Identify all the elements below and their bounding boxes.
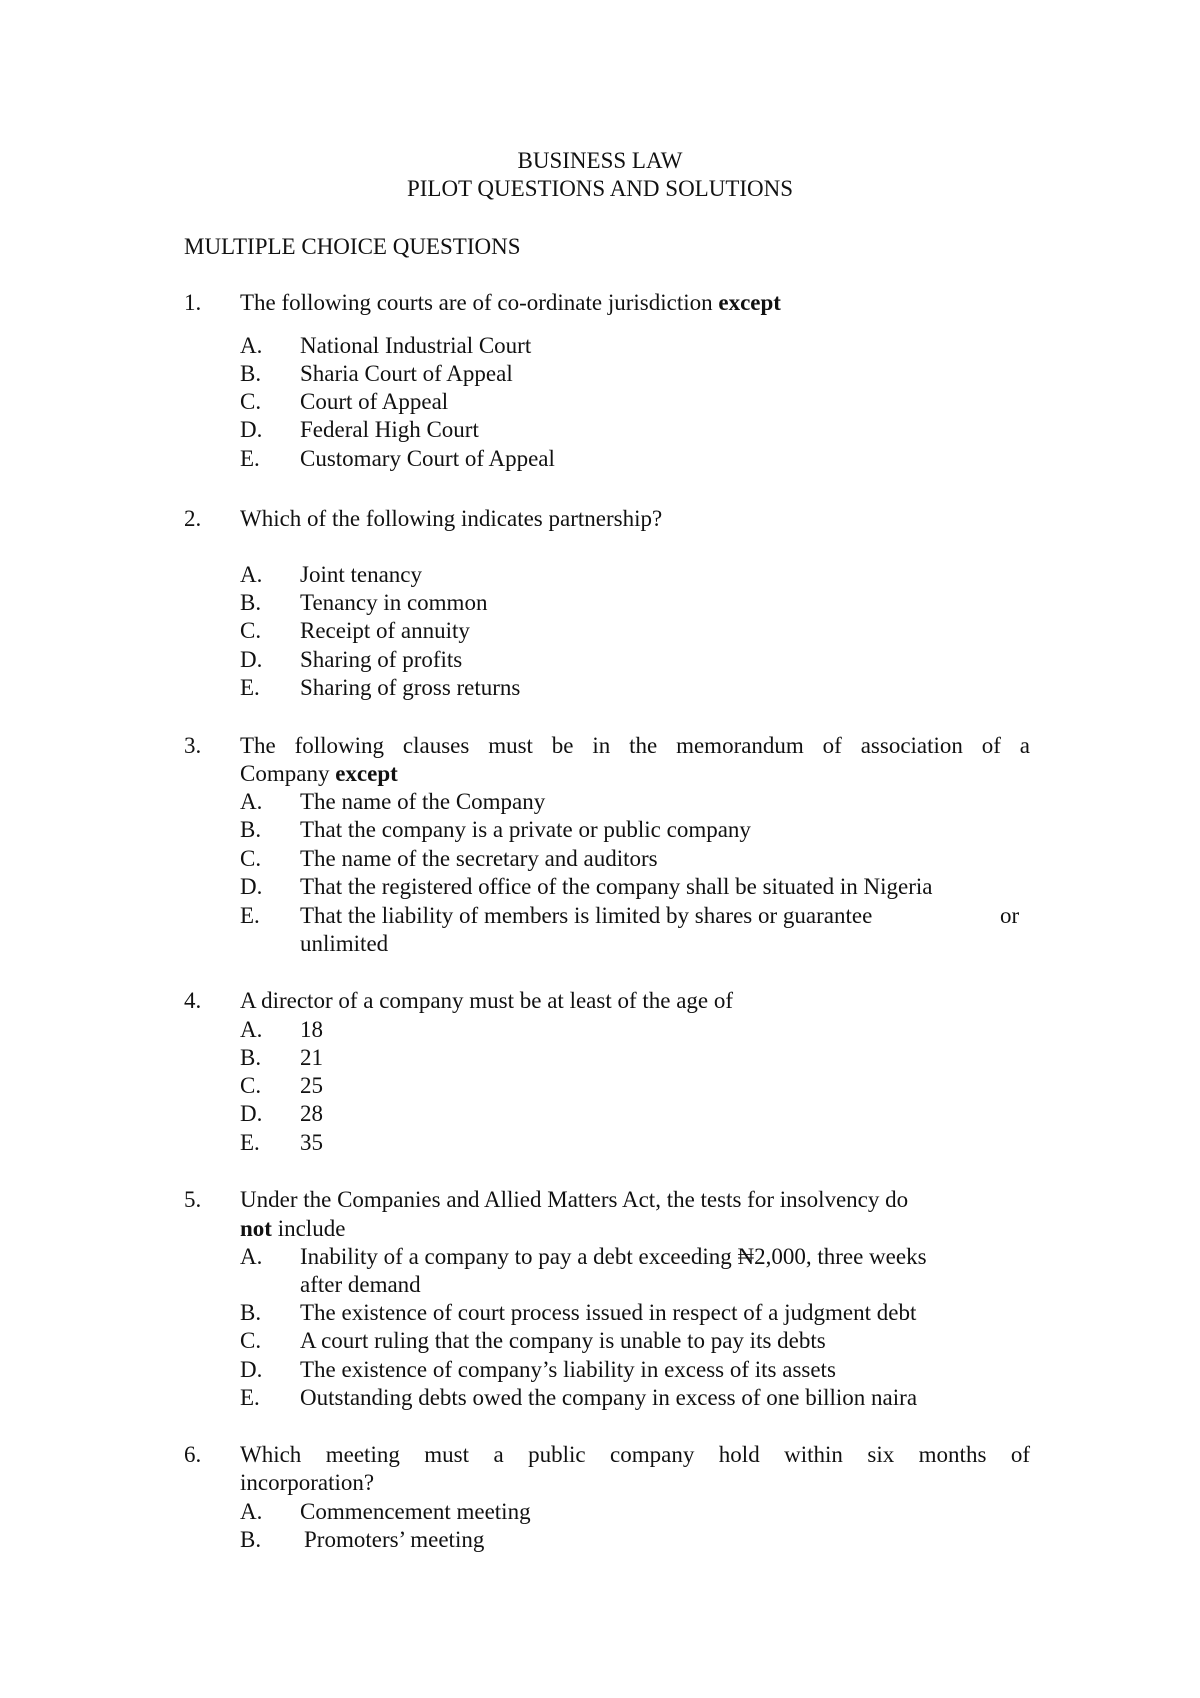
option-letter: B. (240, 590, 262, 615)
question-text-line (240, 761, 398, 787)
option-text: National Industrial Court (300, 333, 532, 358)
question-text-line: Under the Companies and Allied Matters Act, the tests for insolvency do (240, 1187, 909, 1212)
option-text: Sharia Court of Appeal (300, 361, 513, 386)
option-letter: C. (240, 389, 262, 414)
question-text-line: incorporation? (240, 1470, 375, 1495)
option-letter: D. (240, 1357, 263, 1382)
option-letter: A. (240, 1499, 263, 1524)
option-text: 18 (300, 1017, 323, 1042)
question-emphasis: not (240, 1216, 272, 1241)
option-letter: B. (240, 817, 262, 842)
question-text-line (240, 1216, 345, 1242)
option-letter: E. (240, 1385, 260, 1410)
option-letter: B. (240, 1300, 262, 1325)
option-letter: B. (240, 1045, 262, 1070)
question-stem: The following courts are of co-ordinate jurisdiction (240, 290, 713, 315)
option-letter: A. (240, 562, 263, 587)
option-text: Sharing of gross returns (300, 675, 521, 700)
option-letter: D. (240, 1101, 263, 1126)
option-text: 21 (300, 1045, 323, 1070)
option-text-line: That the liability of members is limited by shares or guarantee (300, 903, 873, 928)
option-letter: B. (240, 1527, 262, 1552)
option-letter: D. (240, 647, 263, 672)
question-text: A director of a company must be at least of the age of (240, 988, 734, 1013)
option-letter: A. (240, 789, 263, 814)
option-text: That the company is a private or public company (300, 817, 751, 842)
option-text: Tenancy in common (300, 590, 488, 615)
option-text: Sharing of profits (300, 647, 463, 672)
option-text: Customary Court of Appeal (300, 446, 555, 471)
question-number: 2. (184, 506, 202, 531)
option-text: 35 (300, 1130, 323, 1155)
question-number: 4. (184, 988, 202, 1013)
option-text: The name of the Company (300, 789, 546, 814)
question-stem: include (277, 1216, 346, 1241)
option-letter: C. (240, 1328, 262, 1353)
option-letter: E. (240, 446, 260, 471)
question-number: 3. (184, 733, 202, 758)
document-title: BUSINESS LAW (517, 148, 683, 173)
option-letter: A. (240, 333, 263, 358)
question-text: Which of the following indicates partnership? (240, 506, 663, 531)
question-emphasis: except (718, 290, 781, 315)
option-letter: D. (240, 417, 263, 442)
option-text-line-end: or (1000, 903, 1020, 928)
option-text: Commencement meeting (300, 1499, 531, 1524)
option-text: The name of the secretary and auditors (300, 846, 658, 871)
option-letter: A. (240, 1017, 263, 1042)
question-number: 1. (184, 290, 202, 315)
option-text: Outstanding debts owed the company in excess of one billion naira (300, 1385, 918, 1410)
option-letter: D. (240, 874, 263, 899)
option-text: The existence of company’s liability in excess of its assets (300, 1357, 836, 1382)
option-text: Joint tenancy (300, 562, 422, 587)
option-text-line: after demand (300, 1272, 421, 1297)
document-subtitle: PILOT QUESTIONS AND SOLUTIONS (406, 176, 794, 201)
option-text: A court ruling that the company is unable to pay its debts (300, 1328, 826, 1353)
question-emphasis: except (335, 761, 398, 786)
option-text-line: unlimited (300, 931, 389, 956)
option-text: Receipt of annuity (300, 618, 470, 643)
question-text-line: Which meeting must a public company hold within six months of (240, 1442, 1030, 1467)
option-letter: C. (240, 1073, 262, 1098)
question-number: 6. (184, 1442, 202, 1467)
option-text: Promoters’ meeting (304, 1527, 485, 1552)
section-heading: MULTIPLE CHOICE QUESTIONS (184, 234, 521, 259)
option-letter: A. (240, 1244, 263, 1269)
question-stem: Company (240, 761, 330, 786)
question-number: 5. (184, 1187, 202, 1212)
question-text-line: The following clauses must be in the memorandum of association of a (240, 733, 1030, 758)
option-letter: E. (240, 903, 260, 928)
option-text: That the registered office of the company shall be situated in Nigeria (300, 874, 933, 899)
question-text (240, 290, 781, 316)
option-text: The existence of court process issued in respect of a judgment debt (300, 1300, 917, 1325)
option-text: 25 (300, 1073, 323, 1098)
option-text: Court of Appeal (300, 389, 449, 414)
option-letter: E. (240, 675, 260, 700)
option-letter: B. (240, 361, 262, 386)
option-letter: C. (240, 846, 262, 871)
option-letter: C. (240, 618, 262, 643)
option-text: Federal High Court (300, 417, 479, 442)
option-text: 28 (300, 1101, 323, 1126)
option-letter: E. (240, 1130, 260, 1155)
option-text-line: Inability of a company to pay a debt exceeding ₦2,000, three weeks (300, 1244, 927, 1269)
